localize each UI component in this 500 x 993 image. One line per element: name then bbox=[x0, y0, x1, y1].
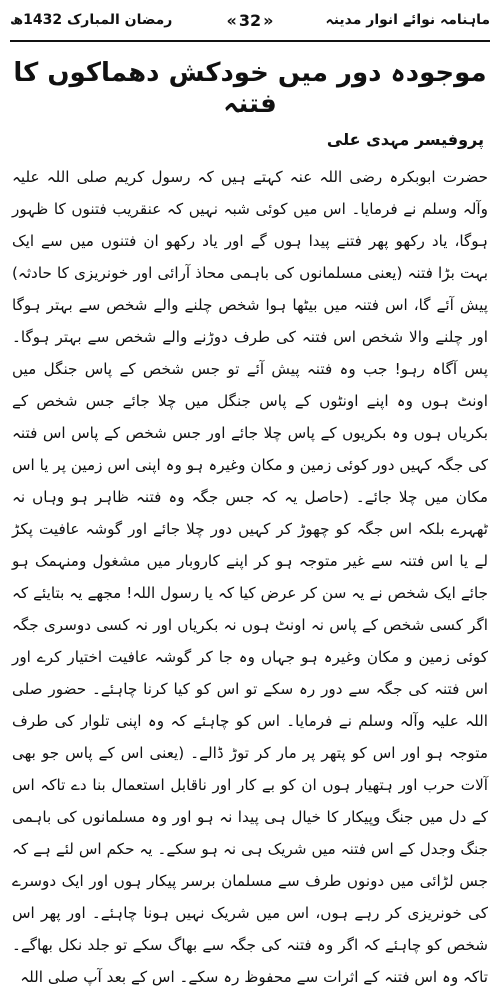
page-number: « 32 » bbox=[221, 11, 280, 30]
page-header bbox=[10, 0, 490, 42]
issue-date: رمضان المبارک 1432ھ bbox=[9, 12, 173, 28]
magazine-name: ماہنامہ نوائے انوار مدینہ bbox=[325, 12, 490, 28]
article-title: موجودہ دور میں خودکش دھماکوں کا فتنہ bbox=[13, 58, 487, 120]
article-author: پروفیسر مہدی علی bbox=[326, 130, 484, 150]
article-body: حضرت ابوبکرہ رضی اللہ عنہ کہتے ہیں کہ رسول کریم صلی اللہ علیہ وآلہ وسلم نے فرمایا۔ اس میں کوئی شبہ نہیں کہ عنقریب فتنوں کا ظہور ہوگا، یاد رکھو پھر فتنے پیدا ہوں گے اور یاد رکھو ان فتنوں میں سے ایک بہت بڑا فتنہ (یعنی مسلمانوں کی باہمی محاذ آرائی اور خونریزی کا حادثہ) پیش آئے گا، اس فتنہ میں بیٹھا ہوا شخص چلنے والے شخص سے بہتر ہوگا اور چلنے والا شخص اس فتنہ کی طرف دوڑنے والے شخص سے بہتر ہوگا۔ پس آگاہ رہو! جب وہ فتنہ پیش آئے تو جس شخص کے پاس جنگل میں اونٹ ہوں وہ اپنے اونٹوں کے پاس جنگل میں چلا جائے جس شخص کے بکریاں ہوں وہ بکریوں کے پاس چلا جائے اور جس شخص کے پاس اس فتنہ کی جگہ کہیں دور کوئی زمین و مکان وغیرہ ہو وہ اپنی اس زمین پر یا اس مکان میں چلا جائے۔ (حاصل یہ کہ جس جگہ وہ فتنہ ظاہر ہو وہاں نہ ٹھہرے بلکہ اس جگہ کو چھوڑ کر کہیں دور چلا جائے اور گوشہ عافیت پکڑ لے یا اس فتنہ سے غیر متوجہ ہو کر اپنے کاروبار میں مشغول ومنہمک ہو جائے ایک شخص نے یہ سن کر عرض کیا کہ یا رسول اللہ! مجھے یہ بتایئے کہ اگر کسی شخص کے پاس نہ اونٹ ہوں نہ بکریاں اور نہ کسی دوسری جگہ کوئی زمین و مکان وغیرہ ہو جہاں وہ جا کر گوشہ عافیت اختیار کرے اور اس فتنہ کی جگہ سے دور رہ سکے تو اس کو کیا کرنا چاہئے۔ حضور صلی اللہ علیہ وآلہ وسلم نے فرمایا۔ اس کو چاہئے کہ وہ اپنی تلوار کی طرف متوجہ ہو اور اس کو پتھر پر مار کر توڑ ڈالے۔ (یعنی اس کے پاس جو بھی آلات حرب اور ہتھیار ہوں ان کو بے کار اور ناقابل استعمال بنا دے تاکہ اس کے دل میں جنگ وپیکار کا خیال ہی پیدا نہ ہو اور وہ مسلمانوں کی باہمی جنگ وجدل کے اس فتنہ میں شریک ہی نہ ہو سکے۔ یہ حکم اس لئے ہے کہ جس لڑائی میں دونوں طرف سے مسلمان برسر پیکار ہوں اور ایک دوسرے کی خونریزی کر رہے ہوں، اس میں شریک نہیں ہونا چاہئے۔ اور پھر اس شخص کو چاہئے کہ اگر وہ فتنہ کی جگہ سے بھاگ سکے تو جلد نکل بھاگے۔ تاکہ وہ اس فتنہ کے اثرات سے محفوظ رہ سکے۔ اس کے بعد آپ صلی اللہ bbox=[12, 168, 488, 987]
